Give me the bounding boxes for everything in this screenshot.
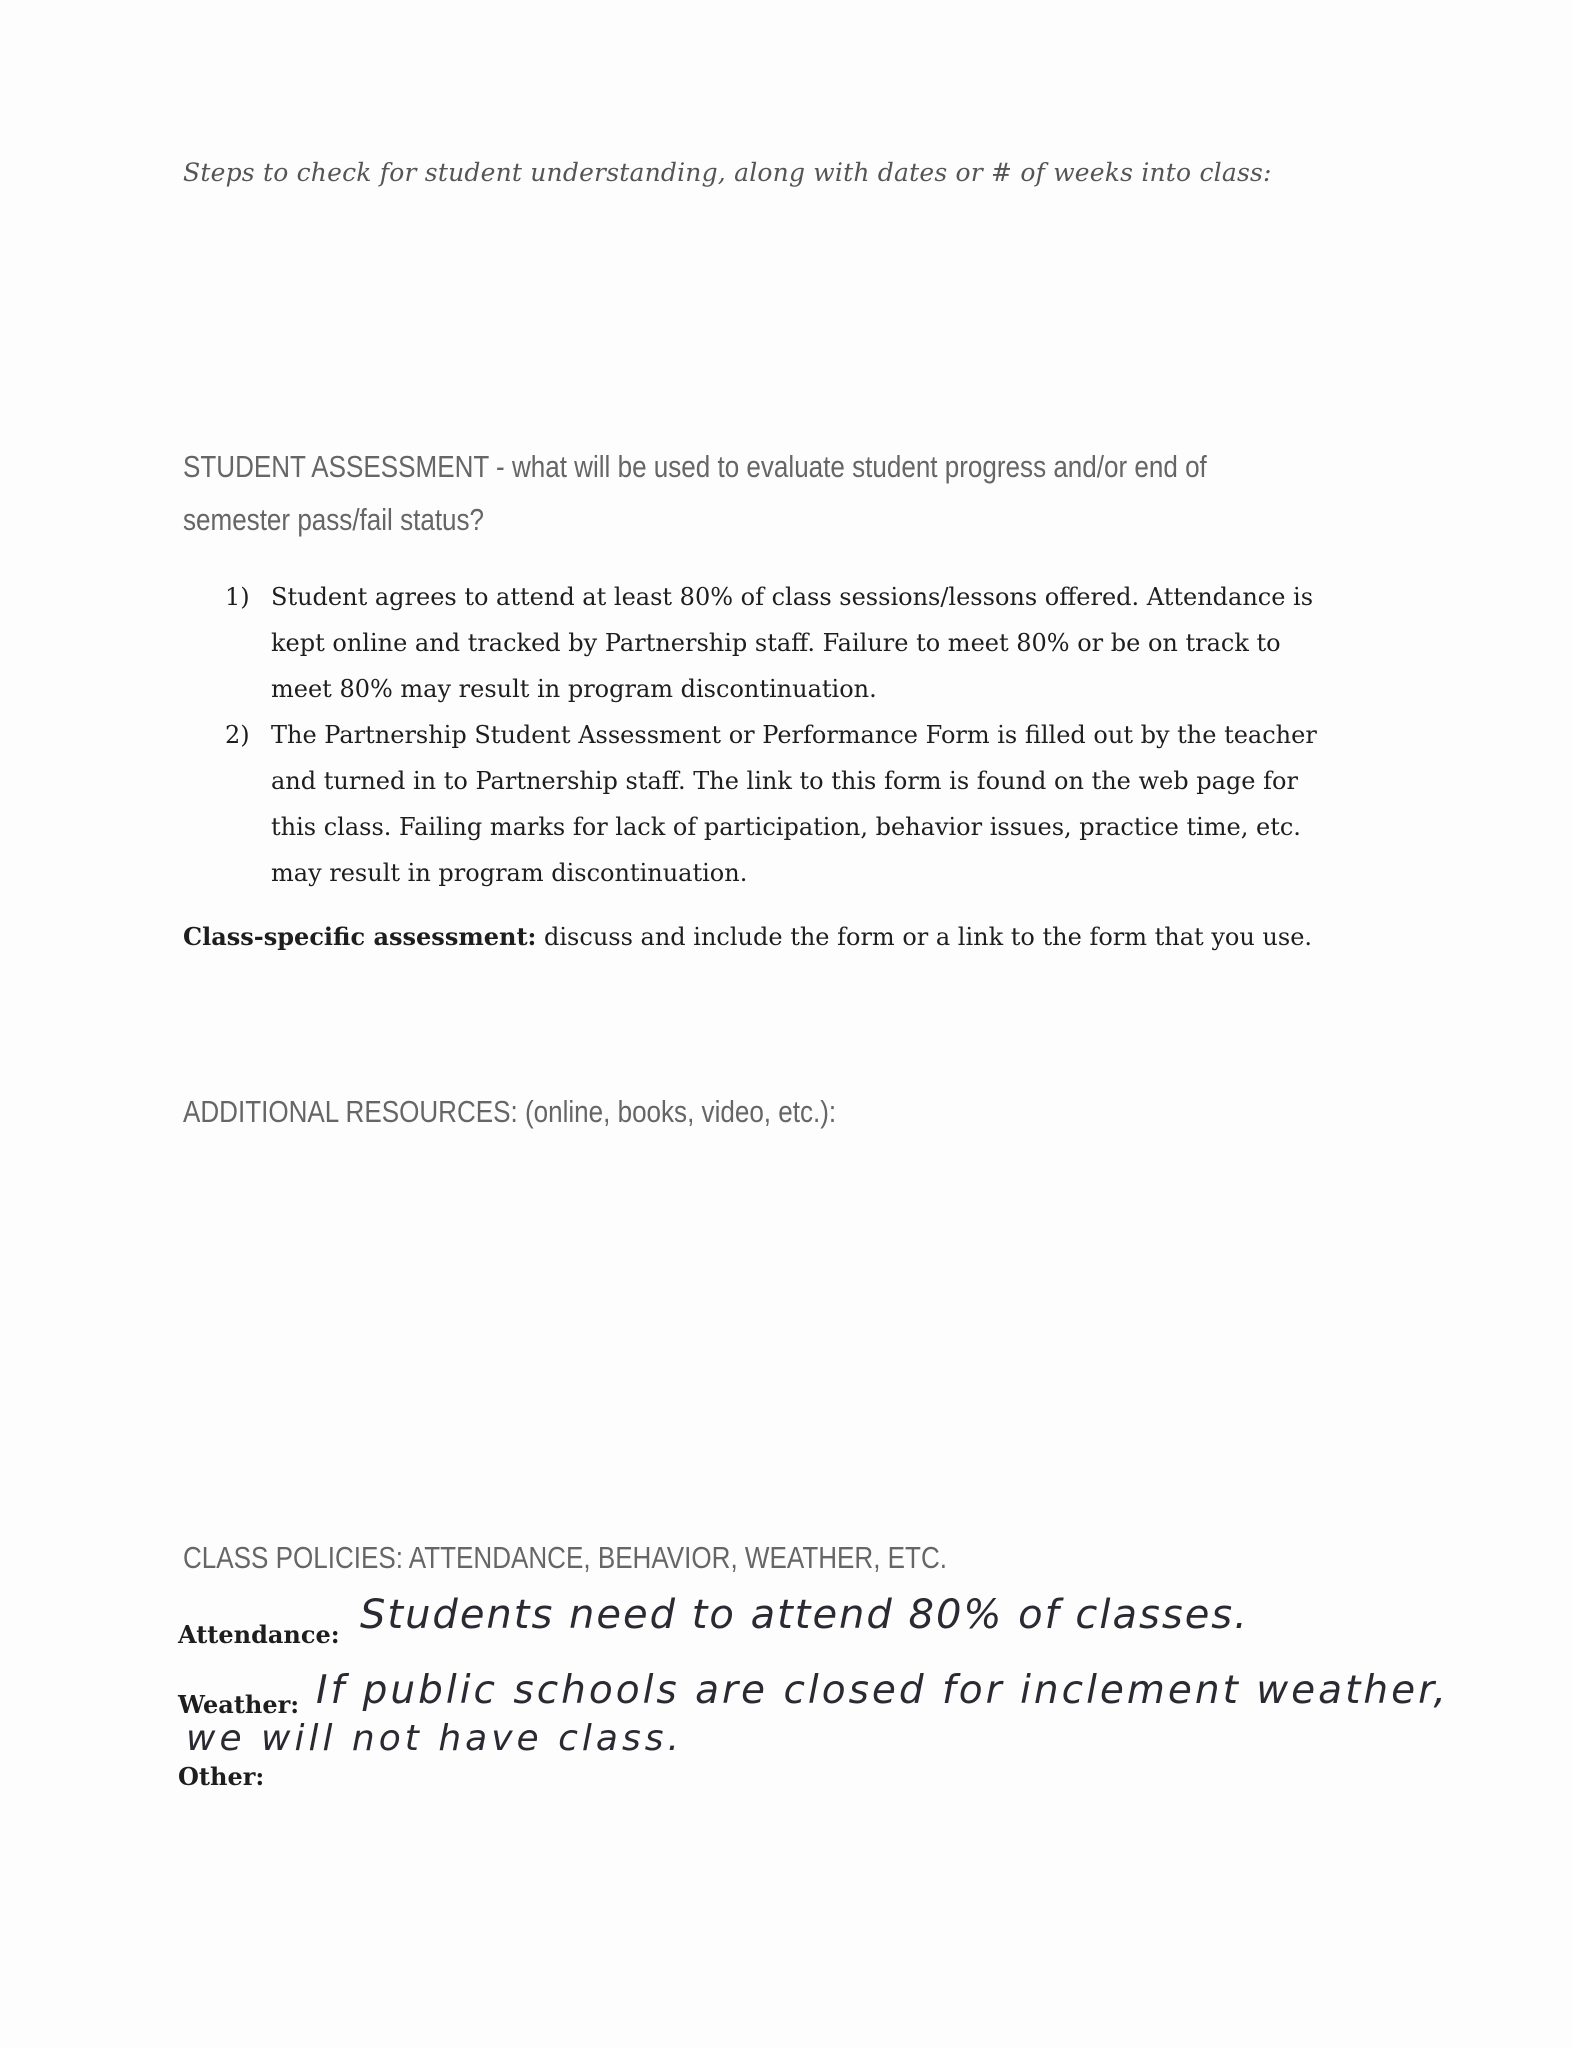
weather-label: Weather:	[178, 1690, 300, 1719]
other-label: Other:	[178, 1762, 265, 1791]
additional-resources-heading: ADDITIONAL RESOURCES: (online, books, video, etc.):	[183, 1094, 837, 1129]
steps-prompt: Steps to check for student understanding, along with dates or # of weeks into class:	[183, 158, 1272, 187]
class-specific-label: Class-specific assessment:	[183, 922, 537, 951]
weather-handwritten-note-line2: we will not have class.	[186, 1718, 683, 1759]
attendance-handwritten-note: Students need to attend 80% of classes.	[360, 1592, 1249, 1638]
assessment-list	[225, 574, 1335, 896]
list-item-text: The Partnership Student Assessment or Performance Form is filled out by the teacher and turned in to Partnership staff. The link to this form is found on the web page for this class. Failing marks for lack of participation, behavior issues, practice time, etc. may result in program discontinuation.	[271, 721, 1317, 887]
class-specific-assessment	[183, 922, 1312, 951]
class-specific-text: discuss and include the form or a link to the form that you use.	[536, 923, 1313, 951]
class-policies-heading: CLASS POLICIES: ATTENDANCE, BEHAVIOR, WEATHER, ETC.	[183, 1540, 947, 1575]
weather-handwritten-note-line1: If public schools are closed for inclement weather,	[316, 1668, 1449, 1713]
attendance-label: Attendance:	[178, 1620, 340, 1649]
list-item	[225, 574, 1335, 712]
list-item-number: 2)	[225, 721, 250, 749]
list-item-text: Student agrees to attend at least 80% of class sessions/lessons offered. Attendance is kept online and tracked by Partnership staff. Failure to meet 80% or be on track to meet 80% may result in program discontinuation.	[271, 583, 1314, 703]
student-assessment-heading: STUDENT ASSESSMENT - what will be used to evaluate student progress and/or end of semester pass/fail status?	[183, 449, 1207, 537]
list-item	[225, 712, 1335, 896]
list-item-number: 1)	[225, 583, 250, 611]
